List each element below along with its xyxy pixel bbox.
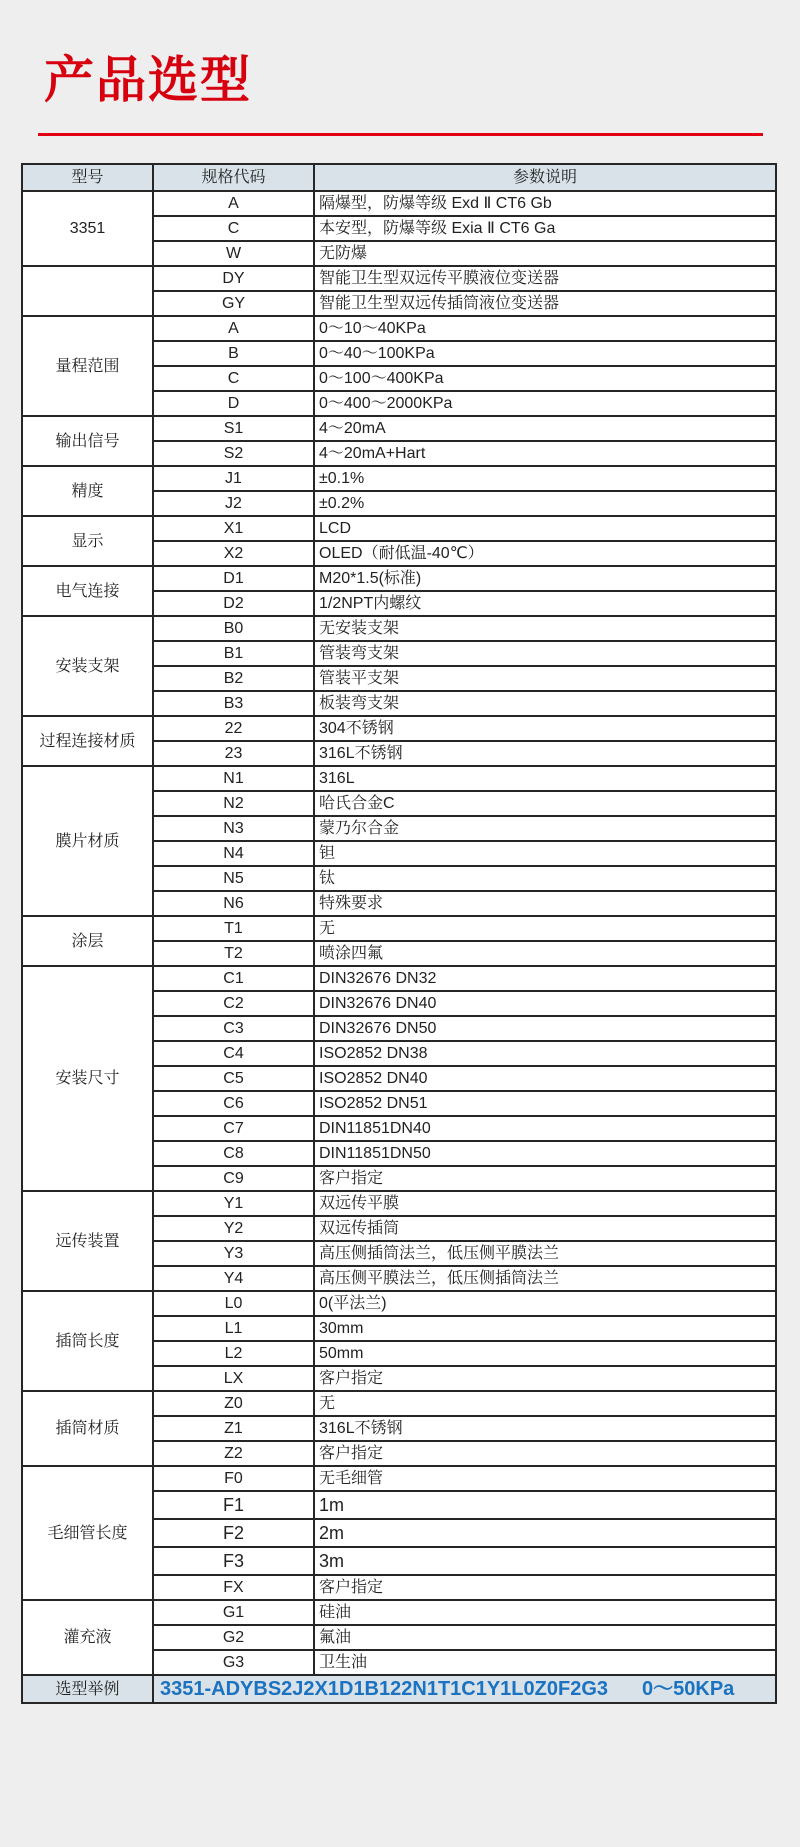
category-cell: 膜片材质 xyxy=(22,766,153,916)
code-cell: C xyxy=(153,216,314,241)
description-cell: 板装弯支架 xyxy=(314,691,776,716)
category-cell: 安装支架 xyxy=(22,616,153,716)
code-cell: L0 xyxy=(153,1291,314,1316)
header-code: 规格代码 xyxy=(153,164,314,191)
description-cell: 4～20mA+Hart xyxy=(314,441,776,466)
description-cell: 隔爆型，防爆等级 Exd Ⅱ CT6 Gb xyxy=(314,191,776,216)
table-row xyxy=(22,516,776,541)
description-cell: 哈氏合金C xyxy=(314,791,776,816)
table-row xyxy=(22,1191,776,1216)
code-cell: FX xyxy=(153,1575,314,1600)
description-cell: OLED（耐低温-40℃） xyxy=(314,541,776,566)
table-row xyxy=(22,766,776,791)
description-cell: 0(平法兰) xyxy=(314,1291,776,1316)
code-cell: C1 xyxy=(153,966,314,991)
description-cell: 无 xyxy=(314,916,776,941)
description-cell: 0～10～40KPa xyxy=(314,316,776,341)
category-cell: 远传装置 xyxy=(22,1191,153,1291)
description-cell: DIN32676 DN50 xyxy=(314,1016,776,1041)
category-cell: 显示 xyxy=(22,516,153,566)
category-cell: 插筒材质 xyxy=(22,1391,153,1466)
description-cell: 管装弯支架 xyxy=(314,641,776,666)
code-cell: B3 xyxy=(153,691,314,716)
title-divider xyxy=(38,133,763,136)
category-cell: 涂层 xyxy=(22,916,153,966)
description-cell: 卫生油 xyxy=(314,1650,776,1675)
code-cell: G3 xyxy=(153,1650,314,1675)
code-cell: C5 xyxy=(153,1066,314,1091)
code-cell: L2 xyxy=(153,1341,314,1366)
header-model: 型号 xyxy=(22,164,153,191)
description-cell: 无 xyxy=(314,1391,776,1416)
description-cell: DIN32676 DN40 xyxy=(314,991,776,1016)
description-cell: 喷涂四氟 xyxy=(314,941,776,966)
code-cell: B2 xyxy=(153,666,314,691)
code-cell: A xyxy=(153,191,314,216)
table-row xyxy=(22,566,776,591)
code-cell: Z2 xyxy=(153,1441,314,1466)
category-cell xyxy=(22,266,153,316)
description-cell: 氟油 xyxy=(314,1625,776,1650)
table-row xyxy=(22,416,776,441)
category-cell: 灌充液 xyxy=(22,1600,153,1675)
code-cell: B xyxy=(153,341,314,366)
table-row xyxy=(22,1466,776,1491)
table-row xyxy=(22,616,776,641)
code-cell: F2 xyxy=(153,1519,314,1547)
code-cell: Y3 xyxy=(153,1241,314,1266)
description-cell: ISO2852 DN38 xyxy=(314,1041,776,1066)
description-cell: 316L不锈钢 xyxy=(314,1416,776,1441)
category-cell: 输出信号 xyxy=(22,416,153,466)
description-cell: 50mm xyxy=(314,1341,776,1366)
code-cell: Z1 xyxy=(153,1416,314,1441)
code-cell: B1 xyxy=(153,641,314,666)
code-cell: Y4 xyxy=(153,1266,314,1291)
table-row xyxy=(22,1391,776,1416)
table-row xyxy=(22,966,776,991)
description-cell: 智能卫生型双远传插筒液位变送器 xyxy=(314,291,776,316)
description-cell: 1/2NPT内螺纹 xyxy=(314,591,776,616)
code-cell: C8 xyxy=(153,1141,314,1166)
code-cell: N2 xyxy=(153,791,314,816)
code-cell: S2 xyxy=(153,441,314,466)
code-cell: N5 xyxy=(153,866,314,891)
description-cell: 0～100～400KPa xyxy=(314,366,776,391)
description-cell: 4～20mA xyxy=(314,416,776,441)
description-cell: 无防爆 xyxy=(314,241,776,266)
code-cell: C xyxy=(153,366,314,391)
description-cell: M20*1.5(标准) xyxy=(314,566,776,591)
code-cell: G2 xyxy=(153,1625,314,1650)
description-cell: 钛 xyxy=(314,866,776,891)
code-cell: C9 xyxy=(153,1166,314,1191)
description-cell: 3m xyxy=(314,1547,776,1575)
description-cell: 高压侧平膜法兰，低压侧插筒法兰 xyxy=(314,1266,776,1291)
description-cell: ISO2852 DN40 xyxy=(314,1066,776,1091)
code-cell: G1 xyxy=(153,1600,314,1625)
selection-table xyxy=(21,163,777,1704)
table-row xyxy=(22,1291,776,1316)
code-cell: Z0 xyxy=(153,1391,314,1416)
example-label: 选型举例 xyxy=(22,1675,153,1703)
code-cell: W xyxy=(153,241,314,266)
description-cell: LCD xyxy=(314,516,776,541)
example-row xyxy=(22,1675,776,1703)
description-cell: 客户指定 xyxy=(314,1366,776,1391)
description-cell: 特殊要求 xyxy=(314,891,776,916)
table-row xyxy=(22,916,776,941)
category-cell: 电气连接 xyxy=(22,566,153,616)
category-cell: 插筒长度 xyxy=(22,1291,153,1391)
table-row xyxy=(22,191,776,216)
description-cell: 本安型，防爆等级 Exia Ⅱ CT6 Ga xyxy=(314,216,776,241)
header-description: 参数说明 xyxy=(314,164,776,191)
code-cell: F3 xyxy=(153,1547,314,1575)
description-cell: 304不锈钢 xyxy=(314,716,776,741)
description-cell: 1m xyxy=(314,1491,776,1519)
code-cell: X1 xyxy=(153,516,314,541)
description-cell: 0～400～2000KPa xyxy=(314,391,776,416)
code-cell: J2 xyxy=(153,491,314,516)
description-cell: 客户指定 xyxy=(314,1166,776,1191)
page-title: 产品选型 xyxy=(44,52,252,108)
description-cell: ±0.2% xyxy=(314,491,776,516)
table-row xyxy=(22,466,776,491)
description-cell: 316L不锈钢 xyxy=(314,741,776,766)
code-cell: C2 xyxy=(153,991,314,1016)
description-cell: 客户指定 xyxy=(314,1575,776,1600)
description-cell: 蒙乃尔合金 xyxy=(314,816,776,841)
code-cell: C3 xyxy=(153,1016,314,1041)
code-cell: F0 xyxy=(153,1466,314,1491)
code-cell: Y2 xyxy=(153,1216,314,1241)
code-cell: Y1 xyxy=(153,1191,314,1216)
description-cell: 0～40～100KPa xyxy=(314,341,776,366)
category-cell: 3351 xyxy=(22,191,153,266)
description-cell: 30mm xyxy=(314,1316,776,1341)
example-value xyxy=(153,1675,776,1703)
table-row xyxy=(22,266,776,291)
code-cell: 22 xyxy=(153,716,314,741)
description-cell: 管装平支架 xyxy=(314,666,776,691)
code-cell: GY xyxy=(153,291,314,316)
description-cell: 无安装支架 xyxy=(314,616,776,641)
description-cell: DIN11851DN40 xyxy=(314,1116,776,1141)
code-cell: C7 xyxy=(153,1116,314,1141)
code-cell: L1 xyxy=(153,1316,314,1341)
table-header-row xyxy=(22,164,776,191)
code-cell: F1 xyxy=(153,1491,314,1519)
code-cell: D xyxy=(153,391,314,416)
table-row xyxy=(22,716,776,741)
code-cell: X2 xyxy=(153,541,314,566)
description-cell: 双远传平膜 xyxy=(314,1191,776,1216)
code-cell: C6 xyxy=(153,1091,314,1116)
code-cell: N3 xyxy=(153,816,314,841)
example-range: 0～50KPa xyxy=(642,1677,735,1700)
description-cell: 无毛细管 xyxy=(314,1466,776,1491)
description-cell: DIN32676 DN32 xyxy=(314,966,776,991)
category-cell: 量程范围 xyxy=(22,316,153,416)
code-cell: DY xyxy=(153,266,314,291)
description-cell: 客户指定 xyxy=(314,1441,776,1466)
code-cell: T2 xyxy=(153,941,314,966)
description-cell: 双远传插筒 xyxy=(314,1216,776,1241)
description-cell: ISO2852 DN51 xyxy=(314,1091,776,1116)
code-cell: N4 xyxy=(153,841,314,866)
description-cell: 硅油 xyxy=(314,1600,776,1625)
description-cell: 316L xyxy=(314,766,776,791)
description-cell: DIN11851DN50 xyxy=(314,1141,776,1166)
category-cell: 过程连接材质 xyxy=(22,716,153,766)
table-row xyxy=(22,1600,776,1625)
code-cell: T1 xyxy=(153,916,314,941)
code-cell: A xyxy=(153,316,314,341)
description-cell: ±0.1% xyxy=(314,466,776,491)
category-cell: 安装尺寸 xyxy=(22,966,153,1191)
description-cell: 钽 xyxy=(314,841,776,866)
category-cell: 精度 xyxy=(22,466,153,516)
code-cell: 23 xyxy=(153,741,314,766)
code-cell: J1 xyxy=(153,466,314,491)
code-cell: C4 xyxy=(153,1041,314,1066)
category-cell: 毛细管长度 xyxy=(22,1466,153,1600)
code-cell: LX xyxy=(153,1366,314,1391)
description-cell: 智能卫生型双远传平膜液位变送器 xyxy=(314,266,776,291)
description-cell: 2m xyxy=(314,1519,776,1547)
code-cell: N6 xyxy=(153,891,314,916)
code-cell: S1 xyxy=(153,416,314,441)
table-row xyxy=(22,316,776,341)
description-cell: 高压侧插筒法兰，低压侧平膜法兰 xyxy=(314,1241,776,1266)
example-code: 3351-ADYBS2J2X1D1B122N1T1C1Y1L0Z0F2G3 xyxy=(160,1677,609,1700)
code-cell: D2 xyxy=(153,591,314,616)
code-cell: D1 xyxy=(153,566,314,591)
code-cell: N1 xyxy=(153,766,314,791)
code-cell: B0 xyxy=(153,616,314,641)
